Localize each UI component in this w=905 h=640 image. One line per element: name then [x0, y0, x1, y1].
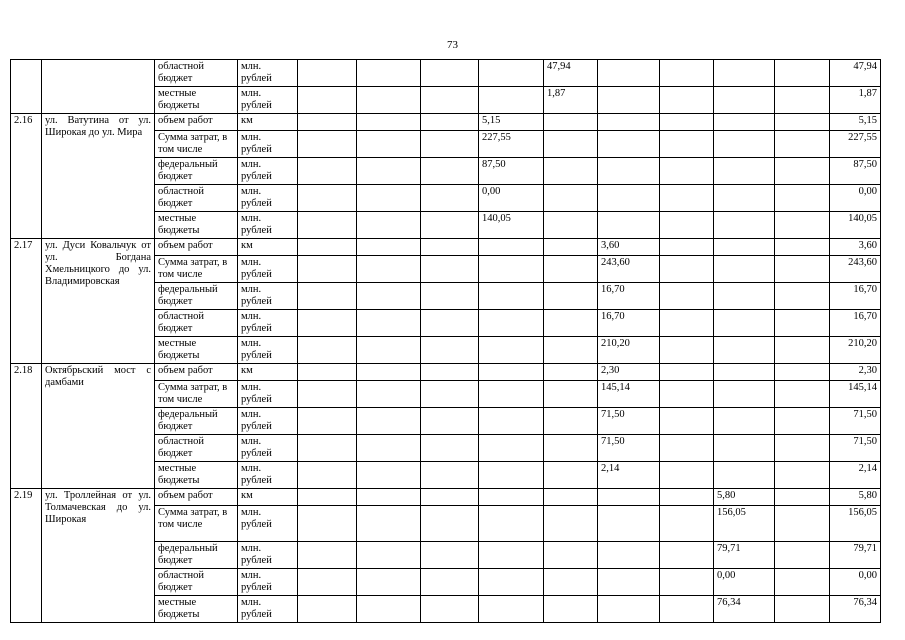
value-cell: [775, 212, 830, 239]
unit-cell: км: [238, 114, 298, 131]
unit-cell: млн. рублей: [238, 87, 298, 114]
value-cell: [660, 542, 714, 569]
value-cell: [357, 212, 421, 239]
value-cell: [421, 131, 479, 158]
value-cell: [660, 114, 714, 131]
unit-cell: млн. рублей: [238, 212, 298, 239]
unit-cell: млн. рублей: [238, 596, 298, 623]
value-cell: [775, 114, 830, 131]
value-cell: [298, 435, 357, 462]
value-cell: [479, 489, 544, 506]
value-cell: [298, 131, 357, 158]
value-cell: [298, 283, 357, 310]
object-name-cell: ул. Троллейная от ул. Толмачевская до ул. Широкая: [42, 489, 155, 623]
value-cell: [544, 489, 598, 506]
value-cell: 76,34: [714, 596, 775, 623]
value-cell: [544, 256, 598, 283]
object-name-cell: ул. Дуси Ковальчук от ул. Богдана Хмельницкого до ул. Владимировская: [42, 239, 155, 364]
value-cell: 16,70: [598, 310, 660, 337]
value-cell: [421, 542, 479, 569]
value-cell: [598, 87, 660, 114]
value-cell: [714, 256, 775, 283]
value-cell: [544, 542, 598, 569]
value-cell: [357, 310, 421, 337]
value-cell: 0,00: [479, 185, 544, 212]
value-cell: [479, 569, 544, 596]
value-cell: [775, 408, 830, 435]
unit-cell: млн. рублей: [238, 158, 298, 185]
total-value-cell: 2,30: [830, 364, 881, 381]
value-cell: 79,71: [714, 542, 775, 569]
table-row: [11, 364, 881, 381]
unit-cell: млн. рублей: [238, 310, 298, 337]
value-cell: [544, 158, 598, 185]
value-cell: [544, 185, 598, 212]
indicator-cell: Сумма затрат, в том числе: [155, 381, 238, 408]
item-number-cell: 2.18: [11, 364, 42, 489]
value-cell: [421, 158, 479, 185]
value-cell: [660, 506, 714, 542]
total-value-cell: 16,70: [830, 310, 881, 337]
value-cell: [357, 364, 421, 381]
value-cell: [714, 310, 775, 337]
indicator-cell: Сумма затрат, в том числе: [155, 506, 238, 542]
indicator-cell: областной бюджет: [155, 435, 238, 462]
object-name-cell: [42, 60, 155, 114]
value-cell: [775, 506, 830, 542]
value-cell: [714, 239, 775, 256]
value-cell: [775, 239, 830, 256]
total-value-cell: 145,14: [830, 381, 881, 408]
unit-cell: млн. рублей: [238, 337, 298, 364]
indicator-cell: объем работ: [155, 364, 238, 381]
value-cell: [544, 364, 598, 381]
value-cell: [544, 596, 598, 623]
value-cell: [479, 435, 544, 462]
value-cell: [357, 158, 421, 185]
indicator-cell: местные бюджеты: [155, 212, 238, 239]
value-cell: [775, 364, 830, 381]
value-cell: [357, 114, 421, 131]
value-cell: 16,70: [598, 283, 660, 310]
value-cell: [357, 462, 421, 489]
value-cell: [660, 310, 714, 337]
value-cell: [714, 60, 775, 87]
value-cell: [298, 569, 357, 596]
value-cell: [479, 364, 544, 381]
value-cell: 87,50: [479, 158, 544, 185]
value-cell: 140,05: [479, 212, 544, 239]
unit-cell: млн. рублей: [238, 131, 298, 158]
unit-cell: млн. рублей: [238, 256, 298, 283]
total-value-cell: 156,05: [830, 506, 881, 542]
unit-cell: км: [238, 364, 298, 381]
value-cell: [298, 337, 357, 364]
value-cell: 2,14: [598, 462, 660, 489]
value-cell: 0,00: [714, 569, 775, 596]
value-cell: [714, 114, 775, 131]
value-cell: [775, 158, 830, 185]
value-cell: [714, 408, 775, 435]
total-value-cell: 3,60: [830, 239, 881, 256]
value-cell: [357, 239, 421, 256]
table-row: [11, 114, 881, 131]
table-body: [11, 60, 881, 623]
value-cell: [660, 364, 714, 381]
value-cell: [598, 489, 660, 506]
value-cell: [660, 569, 714, 596]
total-value-cell: 5,15: [830, 114, 881, 131]
value-cell: [298, 256, 357, 283]
value-cell: [357, 87, 421, 114]
value-cell: [479, 408, 544, 435]
unit-cell: млн. рублей: [238, 435, 298, 462]
value-cell: [357, 131, 421, 158]
value-cell: [544, 408, 598, 435]
value-cell: [421, 364, 479, 381]
value-cell: [544, 435, 598, 462]
table-row: [11, 239, 881, 256]
value-cell: [544, 283, 598, 310]
total-value-cell: 5,80: [830, 489, 881, 506]
value-cell: [298, 185, 357, 212]
value-cell: [421, 310, 479, 337]
value-cell: [714, 462, 775, 489]
value-cell: [298, 114, 357, 131]
value-cell: 5,15: [479, 114, 544, 131]
value-cell: [421, 239, 479, 256]
value-cell: [775, 283, 830, 310]
value-cell: [660, 212, 714, 239]
indicator-cell: областной бюджет: [155, 185, 238, 212]
indicator-cell: местные бюджеты: [155, 462, 238, 489]
total-value-cell: 47,94: [830, 60, 881, 87]
value-cell: 71,50: [598, 435, 660, 462]
value-cell: [298, 506, 357, 542]
value-cell: [660, 337, 714, 364]
unit-cell: км: [238, 239, 298, 256]
value-cell: [660, 489, 714, 506]
value-cell: [479, 462, 544, 489]
value-cell: [598, 60, 660, 87]
value-cell: [357, 596, 421, 623]
value-cell: [660, 256, 714, 283]
value-cell: [421, 408, 479, 435]
unit-cell: млн. рублей: [238, 381, 298, 408]
value-cell: [660, 158, 714, 185]
unit-cell: млн. рублей: [238, 462, 298, 489]
value-cell: [598, 114, 660, 131]
value-cell: [775, 60, 830, 87]
unit-cell: млн. рублей: [238, 60, 298, 87]
value-cell: [421, 337, 479, 364]
value-cell: [544, 569, 598, 596]
indicator-cell: Сумма затрат, в том числе: [155, 256, 238, 283]
value-cell: [775, 435, 830, 462]
page-number: 73: [447, 39, 458, 51]
value-cell: [660, 60, 714, 87]
item-number-cell: 2.17: [11, 239, 42, 364]
total-value-cell: 140,05: [830, 212, 881, 239]
value-cell: [357, 283, 421, 310]
unit-cell: км: [238, 489, 298, 506]
value-cell: [775, 542, 830, 569]
value-cell: [660, 381, 714, 408]
value-cell: [421, 114, 479, 131]
value-cell: [421, 381, 479, 408]
value-cell: [479, 283, 544, 310]
value-cell: [544, 381, 598, 408]
value-cell: [357, 185, 421, 212]
value-cell: [298, 158, 357, 185]
value-cell: [357, 569, 421, 596]
value-cell: [298, 489, 357, 506]
value-cell: [357, 506, 421, 542]
indicator-cell: объем работ: [155, 239, 238, 256]
unit-cell: млн. рублей: [238, 569, 298, 596]
value-cell: [660, 185, 714, 212]
value-cell: [298, 364, 357, 381]
value-cell: [421, 60, 479, 87]
value-cell: [775, 596, 830, 623]
value-cell: [479, 596, 544, 623]
value-cell: [298, 462, 357, 489]
value-cell: 243,60: [598, 256, 660, 283]
value-cell: [298, 408, 357, 435]
total-value-cell: 1,87: [830, 87, 881, 114]
value-cell: [660, 462, 714, 489]
value-cell: [775, 87, 830, 114]
value-cell: [421, 596, 479, 623]
value-cell: [544, 506, 598, 542]
value-cell: [714, 131, 775, 158]
value-cell: [544, 310, 598, 337]
indicator-cell: местные бюджеты: [155, 337, 238, 364]
value-cell: [421, 87, 479, 114]
value-cell: [714, 337, 775, 364]
total-value-cell: 227,55: [830, 131, 881, 158]
value-cell: [660, 283, 714, 310]
total-value-cell: 79,71: [830, 542, 881, 569]
total-value-cell: 243,60: [830, 256, 881, 283]
indicator-cell: областной бюджет: [155, 310, 238, 337]
value-cell: [714, 158, 775, 185]
value-cell: [544, 462, 598, 489]
indicator-cell: местные бюджеты: [155, 87, 238, 114]
object-name-cell: ул. Ватутина от ул. Широкая до ул. Мира: [42, 114, 155, 239]
value-cell: 47,94: [544, 60, 598, 87]
value-cell: [421, 569, 479, 596]
value-cell: [357, 381, 421, 408]
value-cell: [660, 596, 714, 623]
value-cell: 71,50: [598, 408, 660, 435]
value-cell: [714, 283, 775, 310]
value-cell: [421, 185, 479, 212]
total-value-cell: 0,00: [830, 185, 881, 212]
item-number-cell: 2.19: [11, 489, 42, 623]
value-cell: 1,87: [544, 87, 598, 114]
value-cell: [544, 212, 598, 239]
unit-cell: млн. рублей: [238, 542, 298, 569]
value-cell: [479, 381, 544, 408]
value-cell: [660, 239, 714, 256]
value-cell: [357, 435, 421, 462]
value-cell: [421, 435, 479, 462]
value-cell: [298, 60, 357, 87]
total-value-cell: 76,34: [830, 596, 881, 623]
value-cell: [714, 212, 775, 239]
value-cell: [714, 87, 775, 114]
value-cell: [479, 60, 544, 87]
value-cell: [775, 337, 830, 364]
value-cell: [598, 542, 660, 569]
value-cell: [421, 489, 479, 506]
value-cell: [714, 185, 775, 212]
value-cell: [544, 114, 598, 131]
value-cell: [775, 185, 830, 212]
value-cell: [298, 87, 357, 114]
value-cell: [598, 569, 660, 596]
total-value-cell: 0,00: [830, 569, 881, 596]
value-cell: [479, 87, 544, 114]
value-cell: [479, 506, 544, 542]
value-cell: [775, 462, 830, 489]
value-cell: [421, 462, 479, 489]
value-cell: [357, 408, 421, 435]
value-cell: [660, 131, 714, 158]
value-cell: [660, 435, 714, 462]
value-cell: [544, 131, 598, 158]
indicator-cell: федеральный бюджет: [155, 542, 238, 569]
value-cell: [714, 435, 775, 462]
table-row: [11, 489, 881, 506]
value-cell: [775, 381, 830, 408]
indicator-cell: федеральный бюджет: [155, 408, 238, 435]
value-cell: [598, 158, 660, 185]
value-cell: [598, 506, 660, 542]
value-cell: [660, 87, 714, 114]
total-value-cell: 16,70: [830, 283, 881, 310]
item-number-cell: [11, 60, 42, 114]
total-value-cell: 2,14: [830, 462, 881, 489]
value-cell: 227,55: [479, 131, 544, 158]
unit-cell: млн. рублей: [238, 283, 298, 310]
indicator-cell: Сумма затрат, в том числе: [155, 131, 238, 158]
value-cell: [421, 283, 479, 310]
value-cell: [598, 185, 660, 212]
value-cell: [421, 256, 479, 283]
value-cell: [357, 489, 421, 506]
value-cell: [298, 596, 357, 623]
table-row: [11, 60, 881, 87]
value-cell: [598, 131, 660, 158]
unit-cell: млн. рублей: [238, 506, 298, 542]
value-cell: [775, 310, 830, 337]
indicator-cell: федеральный бюджет: [155, 158, 238, 185]
indicator-cell: объем работ: [155, 114, 238, 131]
value-cell: [775, 489, 830, 506]
budget-table: [10, 59, 881, 623]
value-cell: [544, 239, 598, 256]
value-cell: [298, 239, 357, 256]
value-cell: [357, 256, 421, 283]
value-cell: [298, 310, 357, 337]
item-number-cell: 2.16: [11, 114, 42, 239]
value-cell: [357, 542, 421, 569]
indicator-cell: федеральный бюджет: [155, 283, 238, 310]
total-value-cell: 87,50: [830, 158, 881, 185]
value-cell: [598, 212, 660, 239]
value-cell: [298, 212, 357, 239]
value-cell: [479, 239, 544, 256]
value-cell: [479, 256, 544, 283]
value-cell: [775, 131, 830, 158]
value-cell: 2,30: [598, 364, 660, 381]
value-cell: [357, 60, 421, 87]
indicator-cell: областной бюджет: [155, 569, 238, 596]
unit-cell: млн. рублей: [238, 185, 298, 212]
value-cell: [775, 256, 830, 283]
indicator-cell: объем работ: [155, 489, 238, 506]
unit-cell: млн. рублей: [238, 408, 298, 435]
object-name-cell: Октябрьский мост с дамбами: [42, 364, 155, 489]
value-cell: [660, 408, 714, 435]
total-value-cell: 210,20: [830, 337, 881, 364]
value-cell: [714, 364, 775, 381]
value-cell: 3,60: [598, 239, 660, 256]
value-cell: [479, 337, 544, 364]
indicator-cell: областной бюджет: [155, 60, 238, 87]
value-cell: [421, 506, 479, 542]
value-cell: 5,80: [714, 489, 775, 506]
value-cell: [598, 596, 660, 623]
total-value-cell: 71,50: [830, 408, 881, 435]
value-cell: [298, 542, 357, 569]
value-cell: [357, 337, 421, 364]
value-cell: [421, 212, 479, 239]
value-cell: 145,14: [598, 381, 660, 408]
value-cell: [479, 542, 544, 569]
value-cell: [775, 569, 830, 596]
indicator-cell: местные бюджеты: [155, 596, 238, 623]
value-cell: [479, 310, 544, 337]
value-cell: 156,05: [714, 506, 775, 542]
value-cell: [298, 381, 357, 408]
value-cell: [544, 337, 598, 364]
total-value-cell: 71,50: [830, 435, 881, 462]
value-cell: [714, 381, 775, 408]
value-cell: 210,20: [598, 337, 660, 364]
